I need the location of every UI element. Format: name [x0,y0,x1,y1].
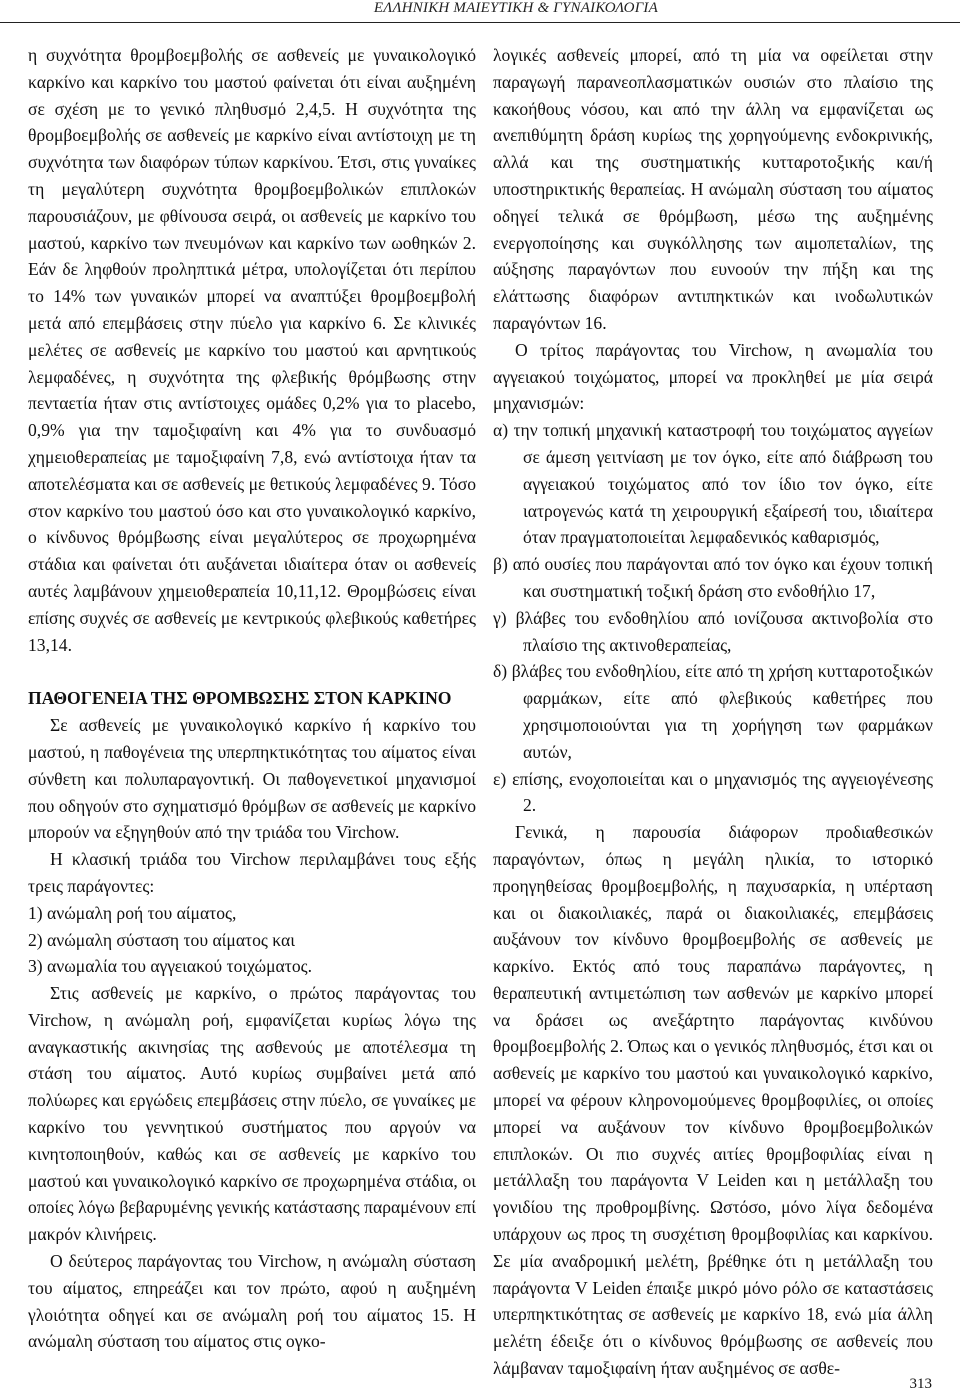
mechanism-d: δ) βλάβες του ενδοθηλίου, είτε από τη χρήση κυτταροτοξικών φαρμάκων, είτε από φλεβικούς καθετήρες που χρησιμοποιούνται για τη χορήγηση των φαρμάκων αυτών, [493,661,933,762]
header-rule [0,22,960,23]
mechanism-e: ε) επίσης, ενοχοποιείται και ο μηχανισμός της αγγειογένεσης 2. [493,768,933,816]
right-paragraph-1: λογικές ασθενείς μπορεί, από τη μία να οφείλεται στην παραγωγή παρανεοπλασματικών ουσιών στο πλαίσιο της κακοήθους νόσου, και από την άλλη να εμφανίζεται ως ανεπιθύμητη δράση κυρίως της χορηγούμενης ενδοκρινικής, αλλά και της συστηματικής κυτταροτοξικής και/ή υποστηρικτικής θεραπείας. Η ανώμαλη σύσταση του αίματος οδηγεί τελικά σε θρόμβωση, μέσω της αυξημένης ενεργοποίησης και συγκόλλησης των αιμοπεταλίων, της αύξησης παραγόντων που ευνοούν την πήξη και της ελάττωσης διαφόρων αντιπηκτικών και ινοδωλυτικών παραγόντων 16. [493,45,933,333]
virchow-factor-1: 1) ανώμαλη ροή του αίματος, [28,902,237,923]
mechanism-b: β) από ουσίες που παράγονται από τον όγκο και έχουν τοπική και συστηματική τοξική δράση στο ενδοθήλιο 17, [493,554,933,601]
left-paragraph-5: Ο δεύτερος παράγοντας του Virchow, η ανώμαλη σύσταση του αίματος, επηρεάζει και τον πρώτο, αφού η αυξημένη γλοιότητα οδηγεί και σε ανώμαλη ροή του αίματος 15. Η ανώμαλη σύσταση του αίματος στις ογκο- [28,1251,476,1352]
page-header [0,0,960,24]
right-column [493,42,933,1382]
virchow-factor-2: 2) ανώμαλη σύσταση του αίματος και [28,929,295,950]
mechanism-a: α) την τοπική μηχανική καταστροφή του τοιχώματος αγγείων σε άμεση γειτνίαση με τον όγκο, είτε από διάβρωση του αγγειακού τοιχώματος από τον ίδιο τον όγκο, είτε ιατρογενώς κατά τη χειρουργική εξαίρεσή του, ιδιαίτερα όταν πραγματοποιείται λεμφαδενικός καθαρισμός, [493,420,933,548]
virchow-factor-3: 3) ανωμαλία του αγγειακού τοιχώματος. [28,956,312,977]
mechanism-c: γ) βλάβες του ενδοθηλίου από ιονίζουσα ακτινοβολία στο πλαίσιο της ακτινοθεραπείας, [493,607,933,655]
left-paragraph-3: Η κλασική τριάδα του Virchow περιλαμβάνει τους εξής τρεις παράγοντες: [28,849,476,896]
left-paragraph-1: η συχνότητα θρομβοεμβολής σε ασθενείς με γυναικολογικό καρκίνο και καρκίνο του μαστού φαίνεται ότι είναι αυξημένη σε σχέση με το γενικό πληθυσμό 2,4,5. Η συχνότητα της θρομβοεμβολής σε ασθενείς με καρκίνο είναι αντίστοιχη με τη συχνότητα των διαφόρων τύπων καρκίνου. Έτσι, στις γυναίκες τη μεγαλύτερη συχνότητα θρομβοεμβολικών επιπλοκών παρουσιάζουν, με φθίνουσα σειρά, οι ασθενείς με καρκίνο του μαστού, καρκίνο των πνευμόνων και καρκίνο των ωοθηκών 2. Εάν δε ληφθούν προληπτικά μέτρα, υπολογίζεται ότι περίπου το 14% των γυναικών μπορεί να αναπτύξει θρομβοεμβολή μετά από επεμβάσεις στην πύελο για καρκίνο 6. Σε κλινικές μελέτες σε ασθενείς με καρκίνο του μαστού και αρνητικούς λεμφαδένες, η συχνότητα της φλεβικής θρόμβωσης στην πενταετία ήταν στις αντίστοιχες ομάδες 0,2% για το placebo, 0,9% για την ταμοξιφαίνη και 4% για το συνδυασμό χημειοθεραπείας με ταμοξιφαίνη 7,8, ενώ αντίστοιχα ήταν τα αποτελέσματα και σε ασθενείς με θετικούς λεμφαδένες 9. Τόσο στον καρκίνο του μαστού όσο και στο γυναικολογικό καρκίνο, ο κίνδυνος θρόμβωσης είναι μεγαλύτερος σε προχωρημένα στάδια και φαίνεται ότι αυξάνεται ιδιαίτερα όταν οι ασθενείς αυτές λαμβάνουν χημειοθεραπεία 10,11,12. Θρομβώσεις είναι επίσης συχνές σε ασθενείς με κεντρικούς φλεβικούς καθετήρες 13,14. [28,45,476,655]
journal-title: ΕΛΛΗΝΙΚΗ ΜΑΙΕΥΤΙΚΗ & ΓΥΝΑΙΚΟΛΟΓΙΑ [373,0,658,16]
section-heading: ΠΑΘΟΓΕΝΕΙΑ ΤΗΣ ΘΡΟΜΒΩΣΗΣ ΣΤΟΝ ΚΑΡΚΙΝΟ [28,688,452,709]
left-paragraph-2: Σε ασθενείς με γυναικολογικό καρκίνο ή καρκίνο του μαστού, η παθογένεια της υπερπηκτικότητας του αίματος είναι σύνθετη και πολυπαραγοντική. Οι παθογενετικοί μηχανισμοί που οδηγούν στο σχηματισμό θρόμβων σε ασθενείς με καρκίνο μπορούν να εξηγηθούν από την τριάδα του Virchow. [28,715,476,843]
left-paragraph-4: Στις ασθενείς με καρκίνο, ο πρώτος παράγοντας του Virchow, η ανώμαλη ροή, εμφανίζεται κυρίως λόγω της αναγκαστικής ακινησίας της ασθενούς με αποτέλεσμα τη στάση του αίματος. Αυτό κυρίως συμβαίνει μετά από πολύωρες και εργώδεις επεμβάσεις στην πύελο, σε γυναίκες με καρκίνο του γεννητικού συστήματος που αργούν να κινητοποιηθούν, καθώς και σε ασθενείς με καρκίνο του μαστού και γυναικολογικό καρκίνο σε προχωρημένα στάδια, οι οποίες λόγω βεβαρυμένης γενικής κατάστασης παραμένουν επί μακρόν κλινήρεις. [28,983,476,1245]
page-number: 313 [909,1376,932,1392]
right-paragraph-2: Ο τρίτος παράγοντας του Virchow, η ανωμαλία του αγγειακού τοιχώματος, μπορεί να προκληθεί με μία σειρά μηχανισμών: [493,339,933,414]
left-column [28,42,476,1355]
right-paragraph-3: Γενικά, η παρουσία διάφορων προδιαθεσικών παραγόντων, όπως η μεγάλη ηλικία, το ιστορικό προηγηθείσας θρομβοεμβολής, η παχυσαρκία, η υπέρταση και οι διακοιλιακές, παρά οι διακοιλιακές, επεμβάσεις αυξάνουν τον κίνδυνο θρομβοεμβολής σε ασθενείς με καρκίνο. Εκτός από τους παραπάνω παράγοντες, η θεραπευτική αντιμετώπιση των ασθενών με καρκίνο μπορεί να δράσει ως ανεξάρτητο παράγοντας κινδύνου θρομβοεμβολής 2. Όπως και ο γενικός πληθυσμός, έτσι και οι ασθενείς με καρκίνο του μαστού και γυναικολογικό καρκίνο, μπορεί να φέρουν κληρονομούμενες θρομβοφιλίες, οι οποίες μπορεί να αυξάνουν τον κίνδυνο θρομβοεμβολικών επιπλοκών. Οι πιο συχνές αιτίες θρομβοφιλίας είναι η μετάλλαξη του παράγοντα V Leiden και η μετάλλαξη του γονιδίου της προθρομβίνης. Ωστόσο, μόνο λίγα δεδομένα υπάρχουν ως προς τη συσχέτιση θρομβοφιλίας και καρκίνου. Σε μία αναδρομική μελέτη, βρέθηκε ότι η μετάλλαξη του παράγοντα V Leiden έπαιξε μικρό μόνο ρόλο σε καταστάσεις υπερπηκτικότητας σε ασθενείς με καρκίνο 18, ενώ μία άλλη μελέτη έδειξε ότι ο κίνδυνος θρόμβωσης σε ασθενείς που λάμβαναν ταμοξιφαίνη ήταν αυξημένος σε ασθε- [493,822,933,1379]
